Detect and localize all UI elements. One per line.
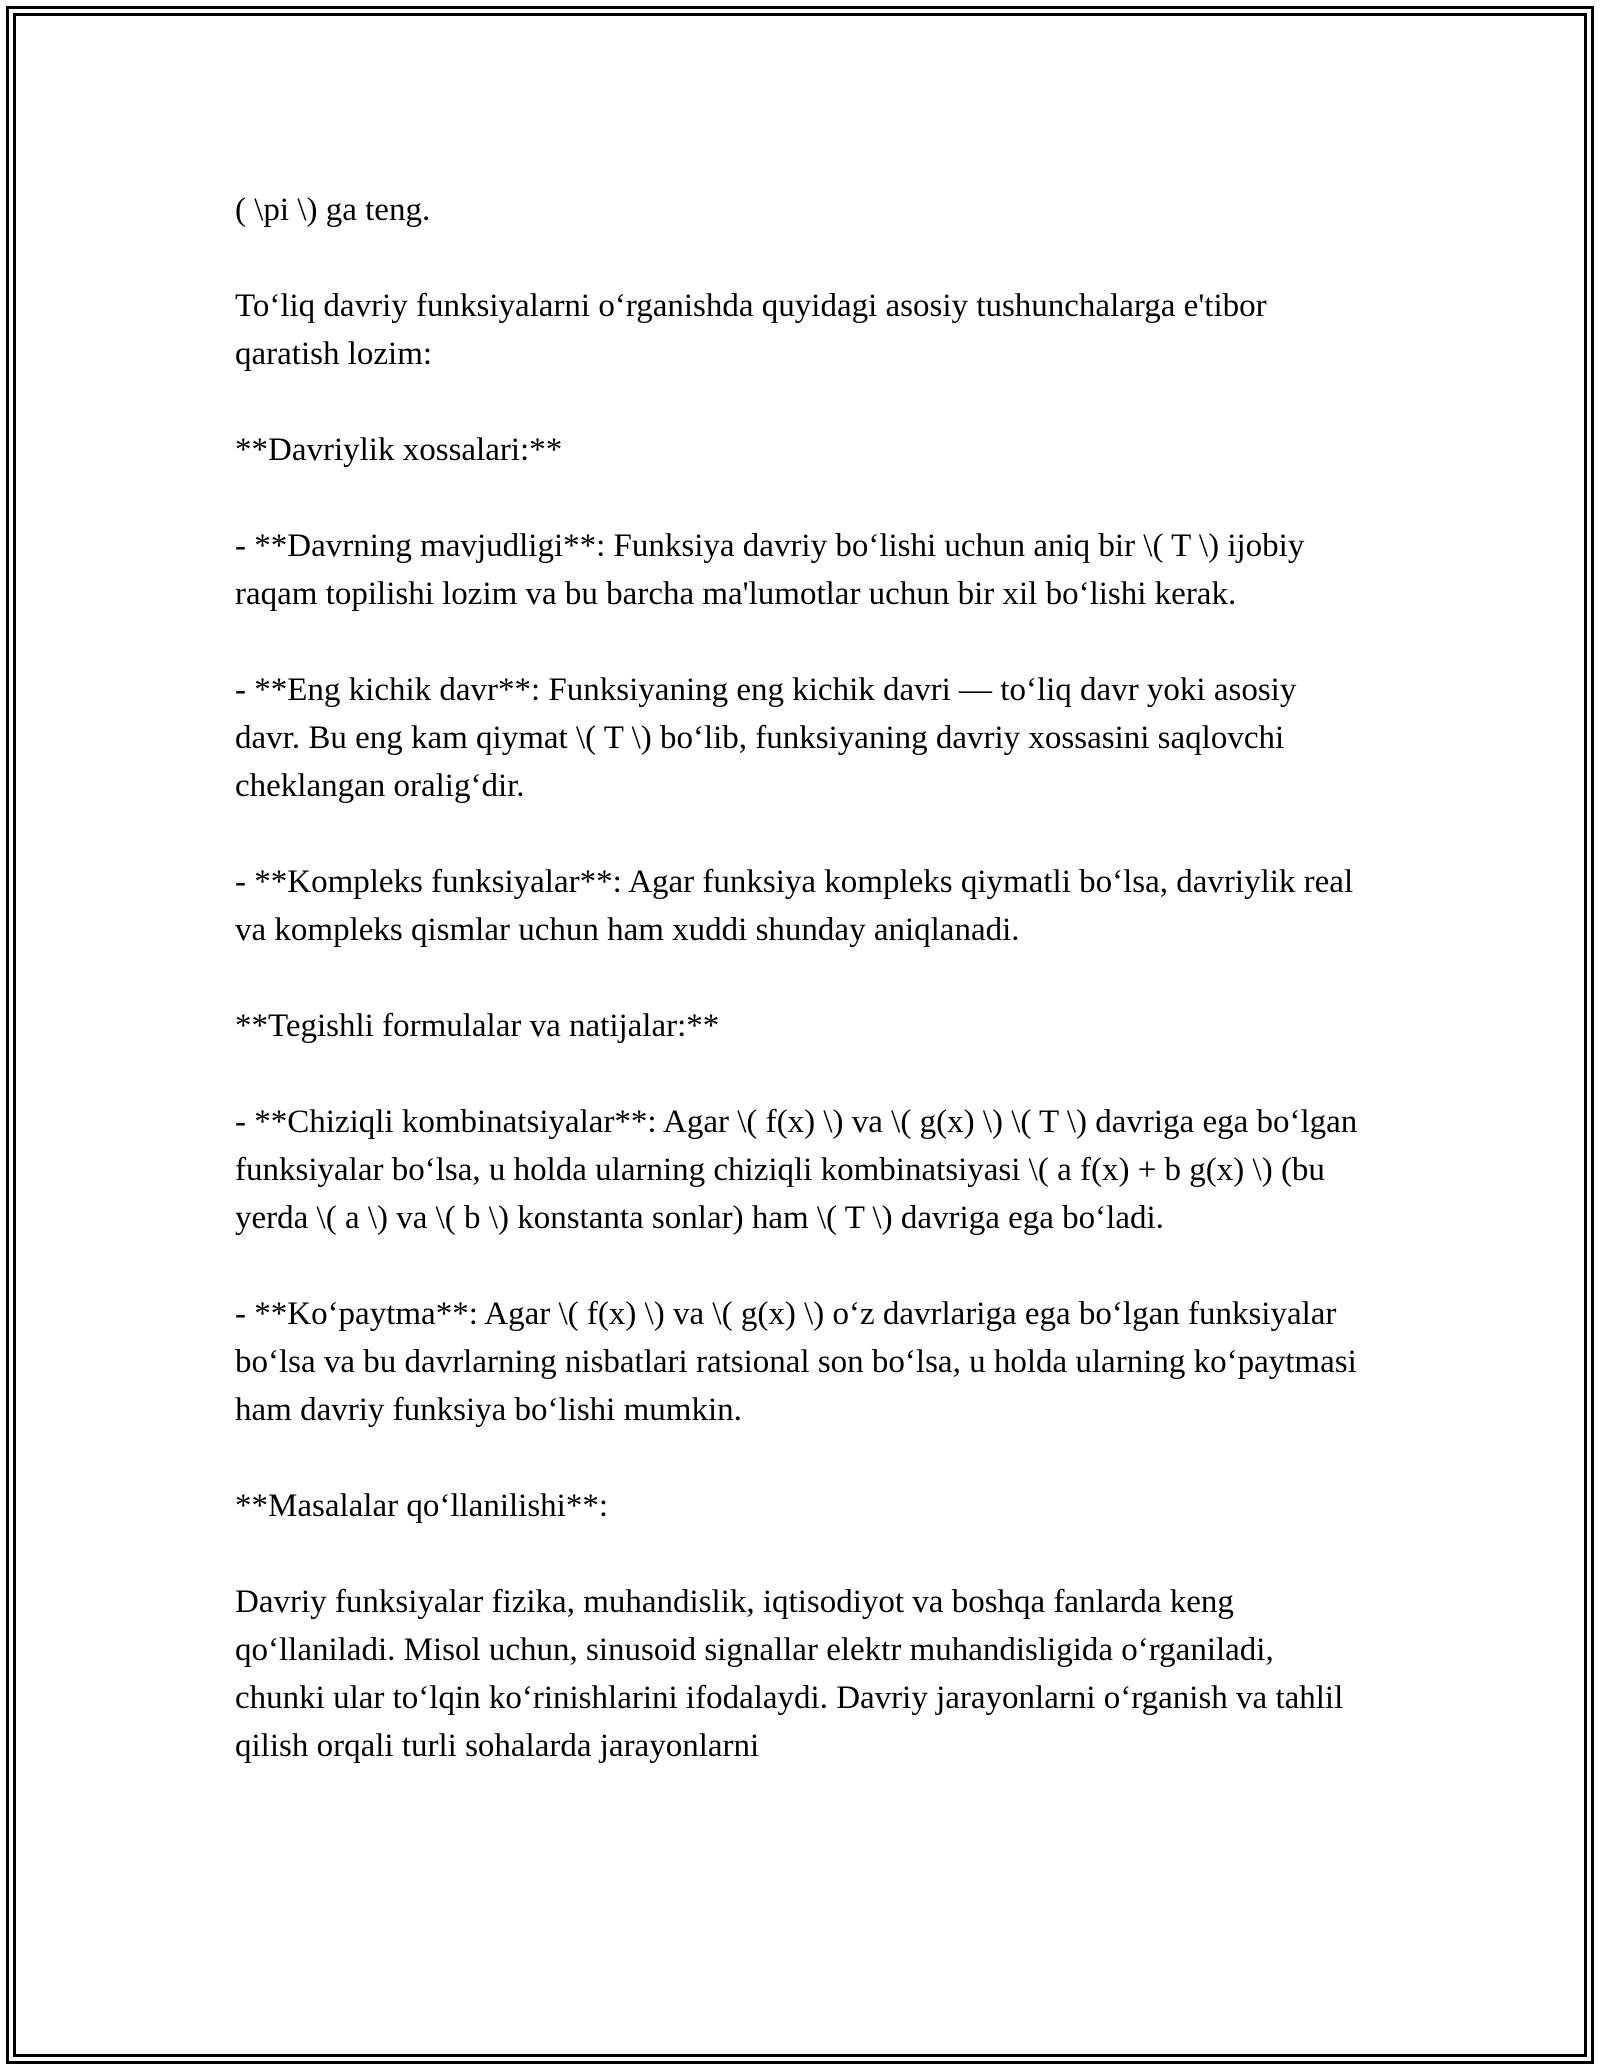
paragraph-applications: Davriy funksiyalar fizika, muhandislik, iqtisodiyot va boshqa fanlarda keng qo‘llaniladi. Misol uchun, sinusoid signallar elektr muhandisligida o‘rganiladi, chunki ular to‘lqin ko‘rinishlarini ifodalaydi. Davriy jarayonlarni o‘rganish va tahlil qilish orqali turli sohalarda jarayonlarni xyxy=(235,1584,1344,1764)
paragraph-intro: To‘liq davriy funksiyalarni o‘rganishda quyidagi asosiy tushunchalarga e'tibor qaratish lozim: xyxy=(235,288,1267,372)
list-item-linear-combinations: - **Chiziqli kombinatsiyalar**: Agar \( f(x) \) va \( g(x) \) \( T \) davriga ega bo‘lgan funksiyalar bo‘lsa, u holda ularning chiziqli kombinatsiyasi \( a f(x) + b g(x) \) (bu yerda \( a \) va \( b \) konstanta sonlar) ham \( T \) davriga ega bo‘ladi. xyxy=(235,1104,1358,1236)
list-item-product: - **Ko‘paytma**: Agar \( f(x) \) va \( g(x) \) o‘z davrlariga ega bo‘lgan funksiyalar bo‘lsa va bu davrlarning nisbatlari ratsional son bo‘lsa, u holda ularning ko‘paytmasi ham davriy funksiya bo‘lishi mumkin. xyxy=(235,1296,1357,1428)
list-item-smallest-period: - **Eng kichik davr**: Funksiyaning eng kichik davri — to‘liq davr yoki asosiy davr. Bu eng kam qiymat \( T \) bo‘lib, funksiyaning davriy xossasini saqlovchi cheklangan oralig‘dir. xyxy=(235,672,1297,804)
paragraph-pi-continuation: ( \pi \) ga teng. xyxy=(235,192,431,228)
document-body xyxy=(235,186,1365,1818)
heading-formulas-results: **Tegishli formulalar va natijalar:** xyxy=(235,1008,720,1044)
heading-applications: **Masalalar qo‘llanilishi**: xyxy=(235,1488,609,1524)
list-item-complex-functions: - **Kompleks funksiyalar**: Agar funksiya kompleks qiymatli bo‘lsa, davriylik real va kompleks qismlar uchun ham xuddi shunday aniqlanadi. xyxy=(235,864,1354,948)
list-item-period-existence: - **Davrning mavjudligi**: Funksiya davriy bo‘lishi uchun aniq bir \( T \) ijobiy raqam topilishi lozim va bu barcha ma'lumotlar uchun bir xil bo‘lishi kerak. xyxy=(235,528,1305,612)
heading-periodicity-properties: **Davriylik xossalari:** xyxy=(235,432,563,468)
